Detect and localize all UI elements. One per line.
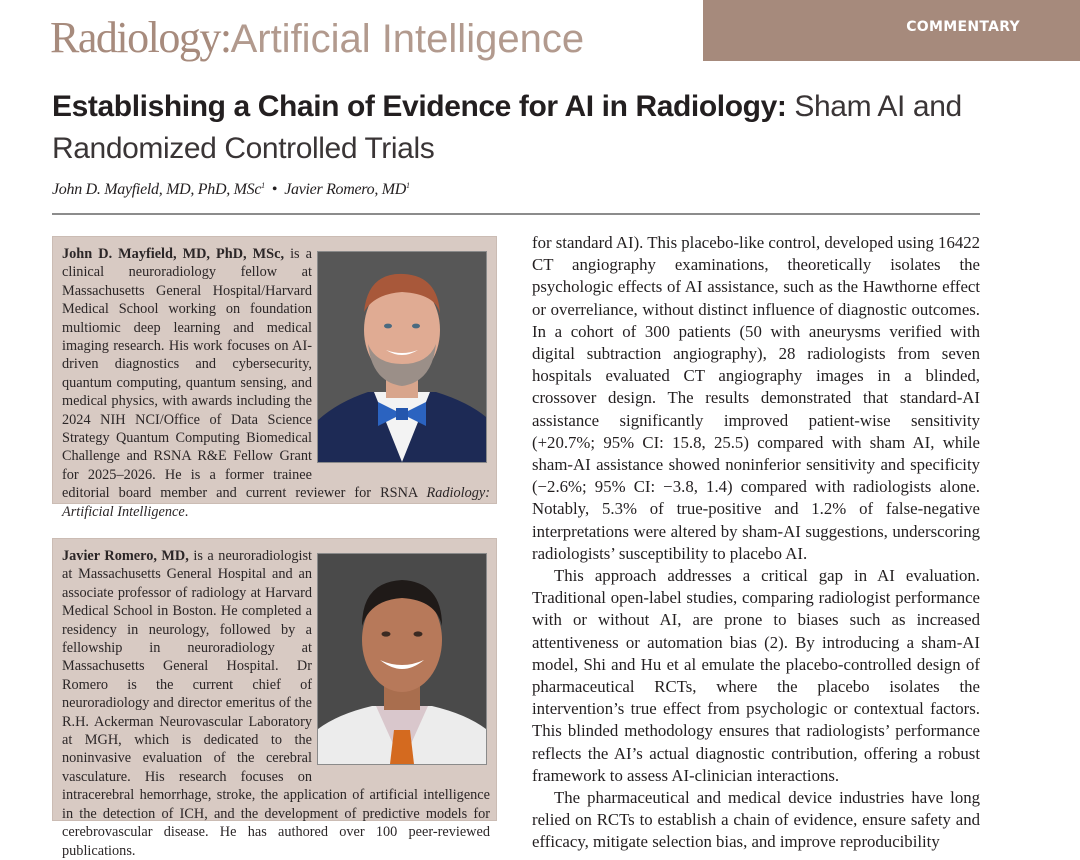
article-title — [52, 86, 992, 170]
article-title-main: Establishing a Chain of Evidence for AI in Radiology: — [52, 90, 787, 123]
portrait-photo-icon — [318, 252, 486, 462]
bio-journal-name: Radiology: Artificial Intelligence — [62, 485, 490, 520]
affiliation-mark: 1 — [261, 181, 265, 190]
bio-end: . — [184, 503, 189, 520]
section-label: COMMENTARY — [906, 19, 1020, 35]
header-divider — [52, 213, 980, 215]
body-paragraph: This approach addresses a critical gap in AI evaluation. Traditional open-label studies, comparing radiologist performance with or without AI, are prone to biases such as increased attentiveness or automation bias (2). By introducing a sham-AI model, Shi and Hu et al emulate the placebo-controlled design of pharmaceutical RCTs, where the placebo isolates the intervention’s true effect from psychologic or contextual factors. This blinded methodology ensures that radiologists’ performance reflects the AI’s actual diagnostic contribution, offering a robust framework to assess AI-clinician interactions. — [532, 566, 980, 785]
journal-name-part2: Artificial Intelligence — [230, 17, 585, 61]
portrait-photo-mayfield — [317, 251, 487, 463]
bio-body: is a neuroradiologist at Massachusetts General Hospital and an associate professor of radiology at Harvard Medical School in Boston. He completed a residency in neurology, followed by a fellowship in neuroradiology at Massachusetts General Hospital. Dr Romero is the current chief of neuroradiology and director emeritus of the R.H. Ackerman Neurovascular Laboratory at MGH, which is dedicated to the noninvasive evaluation of the cerebral vasculature. His research focuses on intracerebral hemorrhage, stroke, the application of artificial intelligence in the detection of ICH, and the development of predictive models for cerebrovascular disease. He has authored over 100 peer-reviewed publications. — [62, 548, 490, 859]
author-line — [52, 181, 410, 199]
affiliation-mark: 1 — [406, 181, 410, 190]
body-paragraph: for standard AI). This placebo-like control, developed using 16422 CT angiography examinations, theoretically isolates the psychologic effects of AI assistance, such as the Hawthorne effect or overreliance, without distinct influence of diagnostic outcomes. In a cohort of 300 patients (50 with aneurysms verified with digital subtraction angiography), 28 radiologists from seven hospitals evaluated CT angiography images in a blinded, crossover design. The results demonstrated that standard-AI assistance significantly improved patient-wise sensitivity (+20.7%; 95% CI: 15.8, 25.5) compared with sham AI, while sham-AI assistance showed noninferior sensitivity and specificity (−2.6%; 95% CI: −3.8, 1.4) compared with radiologists alone. Notably, 5.3% of true-positive and 1.2% of false-negative interpretations were altered by sham-AI suggestions, underscoring radiologists’ susceptibility to placebo AI. — [532, 233, 981, 563]
bio-author-name: Javier Romero, MD, — [62, 548, 189, 564]
author-bio-box-romero — [52, 538, 497, 859]
article-title-sub: Sham AI and Randomized Controlled Trials — [52, 90, 962, 165]
article-body — [532, 232, 980, 854]
author-name: John D. Mayfield, MD, PhD, MSc — [52, 181, 262, 198]
journal-name-part1: Radiology: — [50, 13, 231, 62]
bio-body: is a clinical neuroradiology fellow at Massachusetts General Hospital/Harvard Medical School working on foundation multiomic deep learning and medical imaging research. His work focuses on AI-driven diagnostics and cybersecurity, quantum computing, quantum sensing, and medical physics, with awards including the 2024 NIH NCI/Office of Data Science Strategy Quantum Computing Biomedical Challenge and RSNA R&E Fellow Grant for 2025–2026. He is a former trainee editorial board member and current reviewer for RSNA — [62, 246, 427, 502]
section-banner — [703, 0, 1080, 61]
author-bio-box-mayfield — [52, 236, 497, 520]
author-name: Javier Romero, MD — [284, 181, 407, 198]
portrait-photo-romero — [317, 553, 487, 765]
journal-masthead — [50, 12, 584, 63]
author-separator: • — [271, 181, 278, 198]
body-paragraph: The pharmaceutical and medical device industries have long relied on RCTs to establish a chain of evidence, ensure safety and efficacy, mitigate selection bias, and improve reproducibility — [532, 788, 980, 852]
portrait-photo-icon — [318, 554, 486, 764]
bio-author-name: John D. Mayfield, MD, PhD, MSc, — [62, 246, 285, 262]
